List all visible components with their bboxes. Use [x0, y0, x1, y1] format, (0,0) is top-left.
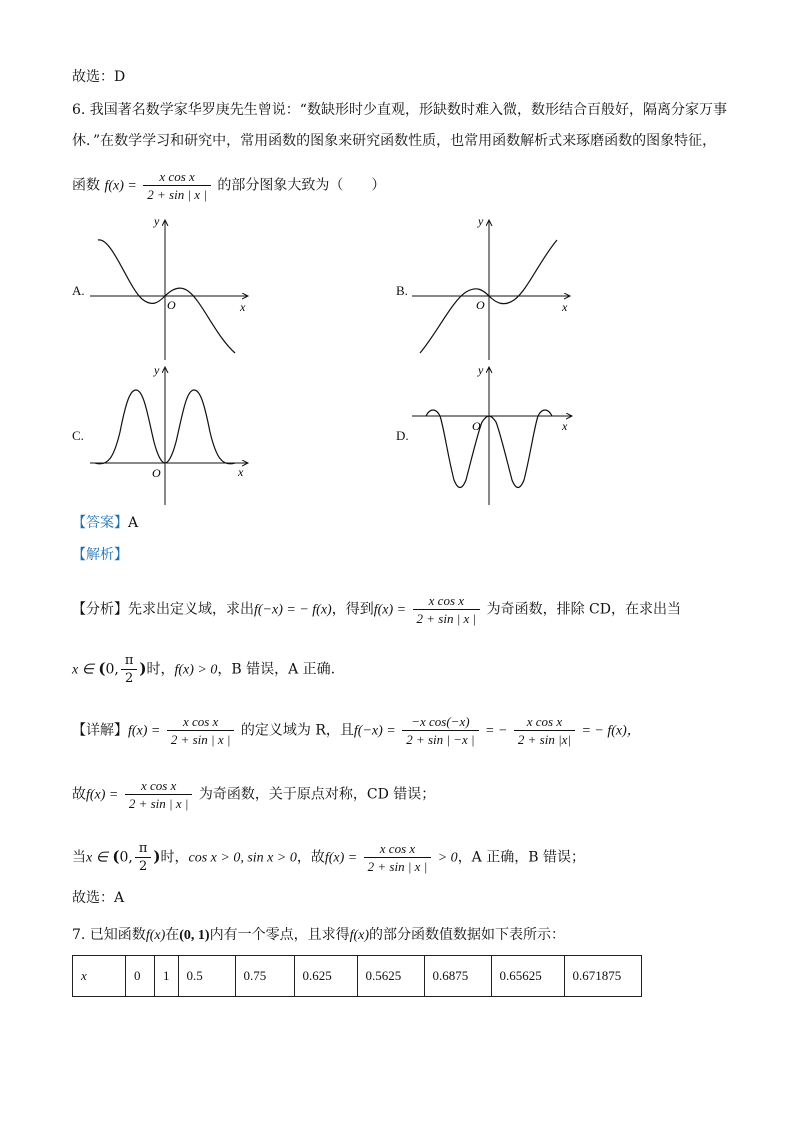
when-t2: ，故	[296, 849, 325, 866]
table-cell: 0.671875	[564, 956, 641, 997]
question6-line1: 6. 我国著名数学家华罗庚先生曾说：“数缺形时少直观，形缺数时难入微，数形结合百般好，隔离分家万事	[72, 102, 727, 118]
answer-value: A	[128, 515, 139, 531]
when-pi: π	[135, 840, 152, 858]
odd-den: 2 + sin | x |	[128, 796, 189, 811]
xiangjie-frac3	[514, 713, 575, 748]
stem-fraction	[143, 168, 211, 203]
origin-label: O	[152, 466, 161, 480]
table-cell: 0.6875	[424, 956, 491, 997]
q7-t2: 内有一个零点，且求得	[209, 927, 350, 943]
when-t1: 时，	[160, 849, 189, 866]
odd-t0: 故	[72, 786, 86, 803]
when-num: x cos x	[364, 840, 432, 858]
option-b-graph	[412, 215, 582, 360]
fenxi-two: 2	[124, 671, 134, 686]
fenxi-line1	[72, 592, 681, 627]
y-axis-label: y	[478, 363, 484, 377]
q7-fx2: f(x)	[349, 928, 370, 943]
option-b-label: B.	[396, 283, 408, 298]
origin-label: O	[472, 419, 481, 433]
fenxi-text1: 先求出定义域，求出	[128, 601, 254, 618]
table-cell: 0.625	[294, 956, 357, 997]
y-axis-label: y	[154, 363, 160, 377]
table-cell: x	[73, 956, 126, 997]
origin-label: O	[167, 298, 176, 312]
table-cell: 0.75	[235, 956, 294, 997]
xiangjie-num1: x cos x	[167, 713, 235, 731]
function-value-table	[72, 955, 642, 997]
fenxi-conclusion: ，B 错误，A 正确.	[217, 661, 336, 678]
xiangjie-den2: 2 + sin | −x |	[406, 732, 475, 747]
when-pi-frac	[135, 840, 152, 875]
fenxi-positive: f(x) > 0	[174, 662, 218, 678]
odd-fraction	[125, 777, 193, 812]
fenxi-when: 时，	[146, 661, 175, 678]
when-fraction	[364, 840, 432, 875]
analysis-tag: 【解析】	[72, 547, 128, 563]
xiangjie-den1: 2 + sin | x |	[170, 732, 231, 747]
option-a-label: A.	[72, 283, 85, 298]
when-positive: > 0	[437, 850, 458, 866]
when-zero: 0,	[119, 849, 133, 866]
odd-function-line	[72, 777, 435, 812]
stem-fx: f(x) =	[104, 178, 137, 194]
table-cell: 0.5	[178, 956, 235, 997]
fenxi-zero: 0,	[105, 661, 119, 678]
odd-num: x cos x	[125, 777, 193, 795]
xiangjie-line	[72, 713, 641, 748]
q7-fx: f(x)	[145, 928, 166, 943]
xiangjie-frac2	[402, 713, 478, 748]
fenxi-tag: 【分析】	[72, 601, 128, 618]
fenxi-math2: f(x) =	[373, 602, 407, 618]
xiangjie-eq1: = −	[485, 723, 508, 739]
question7-stem	[72, 925, 565, 946]
stem-prefix: 函数	[72, 177, 100, 194]
xiangjie-num3: x cos x	[514, 713, 575, 731]
x-axis-label: x	[240, 300, 246, 314]
previous-answer: 故选：D	[72, 69, 126, 85]
when-fx: f(x) =	[324, 850, 358, 866]
fenxi-text3: 为奇函数，排除 CD，在求出当	[486, 601, 681, 618]
table-cell: 0.5625	[357, 956, 424, 997]
fenxi-line2: x ∈ (0, $\frac{\pi}{2}$ )时，f(x) > 0，B 错误，A 正确.	[72, 653, 336, 686]
xiangjie-eq2: = − f(x)，	[581, 723, 641, 739]
q7-interval: (0, 1)	[179, 928, 210, 943]
fenxi-pi: π	[121, 652, 138, 670]
fenxi-fraction	[413, 592, 481, 627]
fenxi-num: x cos x	[413, 592, 481, 610]
when-two: 2	[138, 859, 148, 874]
q7-t1: 在	[165, 927, 180, 943]
xiangjie-tag: 【详解】	[72, 722, 128, 739]
when-line: 当x ∈ (0, $\frac{\pi}{2}$ )时，cos x > 0, sin x > 0，故f(x) = $\frac{\text{x cos x}}{2 + \sin | x |}$ > 0，A 正确，B 错误；	[72, 841, 585, 874]
stem-frac-num: x cos x	[143, 168, 211, 186]
question6-stem	[72, 168, 385, 203]
when-t3: ，A 正确，B 错误；	[457, 849, 585, 866]
fenxi-text2: ，得到	[331, 601, 374, 618]
odd-t1: 为奇函数，关于原点对称，CD 错误；	[198, 786, 436, 803]
when-cos-sin: cos x > 0, sin x > 0	[188, 850, 297, 866]
fenxi-in: x ∈	[72, 662, 94, 678]
q7-t3: 的部分函数值数据如下表所示：	[369, 927, 566, 943]
when-t0: 当	[72, 849, 86, 866]
xiangjie-fx: f(x) =	[128, 723, 161, 739]
option-d-graph	[412, 362, 582, 507]
when-den: 2 + sin | x |	[367, 859, 428, 874]
question6-line2: 休．”在数学学习和研究中，常用函数的图象来研究函数性质，也常用函数解析式来琢磨函数的图象特征，	[72, 133, 717, 149]
answer-line	[72, 513, 138, 533]
y-axis-label: y	[154, 215, 160, 228]
xiangjie-den3: 2 + sin |x|	[517, 732, 572, 747]
table-cell: 0	[126, 956, 155, 997]
x-axis-label: x	[562, 419, 568, 433]
fenxi-pi-frac	[121, 652, 138, 687]
final-answer: 故选：A	[72, 890, 125, 906]
xiangjie-text1: 的定义域为 R，且	[240, 722, 354, 739]
table-cell: 0.65625	[491, 956, 564, 997]
option-a-graph	[90, 215, 260, 360]
table-cell: 1	[155, 956, 179, 997]
origin-label: O	[476, 298, 485, 312]
option-c-graph	[90, 362, 260, 507]
x-axis-label: x	[562, 300, 568, 314]
when-in: x ∈	[86, 850, 108, 866]
xiangjie-frac1	[167, 713, 235, 748]
y-axis-label: y	[478, 215, 484, 228]
stem-frac-den: 2 + sin | x |	[147, 187, 207, 202]
odd-fx: f(x) =	[86, 787, 119, 803]
fenxi-math1: f(−x) = − f(x)	[254, 602, 332, 618]
stem-suffix: 的部分图象大致为（ ）	[217, 177, 386, 194]
answer-tag: 【答案】	[72, 515, 128, 531]
xiangjie-num2: −x cos(−x)	[402, 713, 478, 731]
table-row	[73, 956, 642, 997]
fenxi-den: 2 + sin | x |	[416, 611, 477, 626]
option-c-label: C.	[72, 428, 84, 443]
q7-t0: 7. 已知函数	[72, 927, 146, 943]
x-axis-label: x	[238, 465, 244, 479]
xiangjie-f-neg: f(−x) =	[353, 723, 396, 739]
option-d-label: D.	[396, 428, 409, 443]
